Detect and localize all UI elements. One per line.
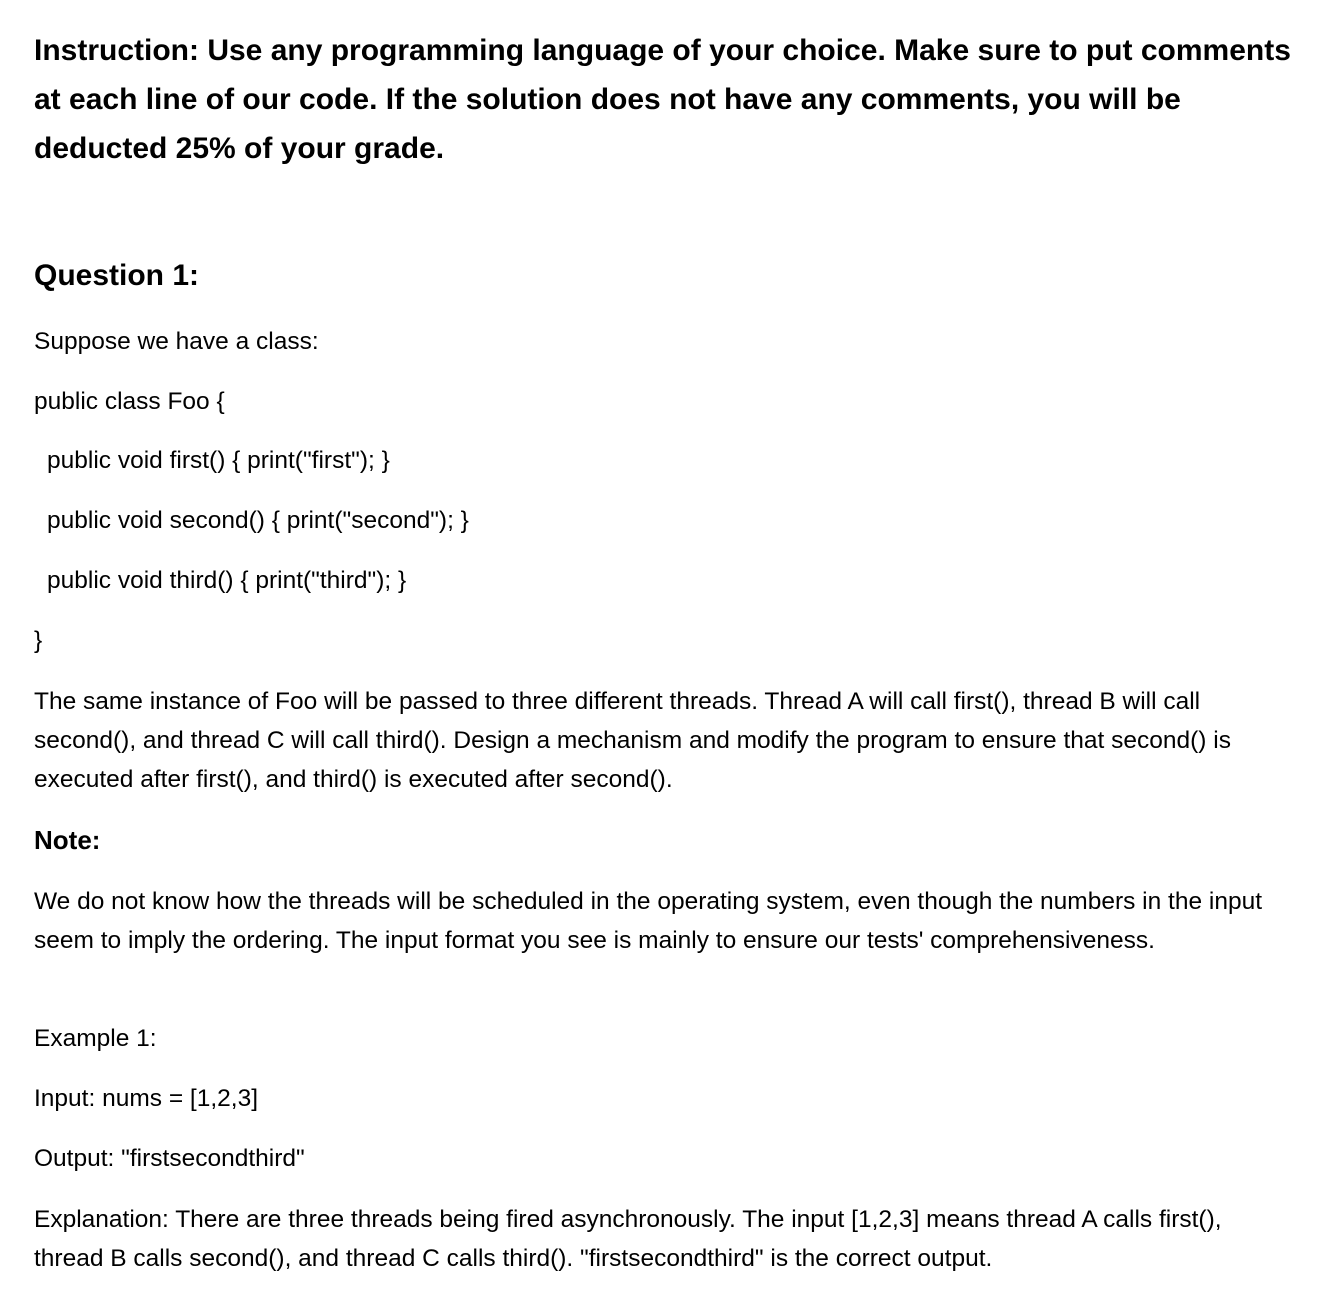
instruction-text: Instruction: Use any programming language of your choice. Make sure to put comments at each line of our code. If the solution does not have any comments, you will be deducted 25% of your grade. (34, 34, 1291, 165)
code-method-third: public void third() { print("third"); } (47, 567, 407, 594)
question-intro: Suppose we have a class: (34, 328, 319, 355)
code-method-first: public void first() { print("first"); } (47, 447, 390, 474)
note-heading: Note: (34, 825, 101, 855)
example-label: Example 1: (34, 1025, 157, 1052)
code-class-close: } (34, 627, 43, 654)
question-heading: Question 1: (34, 259, 200, 292)
note-text: We do not know how the threads will be scheduled in the operating system, even though the numbers in the input seem to imply the ordering. The input format you see is mainly to ensure our tests' comprehensiveness. (34, 888, 1263, 954)
question-description: The same instance of Foo will be passed to three different threads. Thread A will call first(), thread B will call second(), and thread C will call third(). Design a mechanism and modify the program to ensure that second() is executed after first(), and third() is executed after second(). (34, 688, 1231, 793)
code-method-second: public void second() { print("second"); } (47, 507, 469, 534)
code-class-open: public class Foo { (34, 388, 225, 415)
example-input: Input: nums = [1,2,3] (34, 1085, 259, 1112)
example-output: Output: "firstsecondthird" (34, 1145, 305, 1172)
example-explanation: Explanation: There are three threads being fired asynchronously. The input [1,2,3] means thread A calls first(), thread B calls second(), and thread C calls third(). "firstsecondthird" is the correct output. (34, 1206, 1222, 1272)
